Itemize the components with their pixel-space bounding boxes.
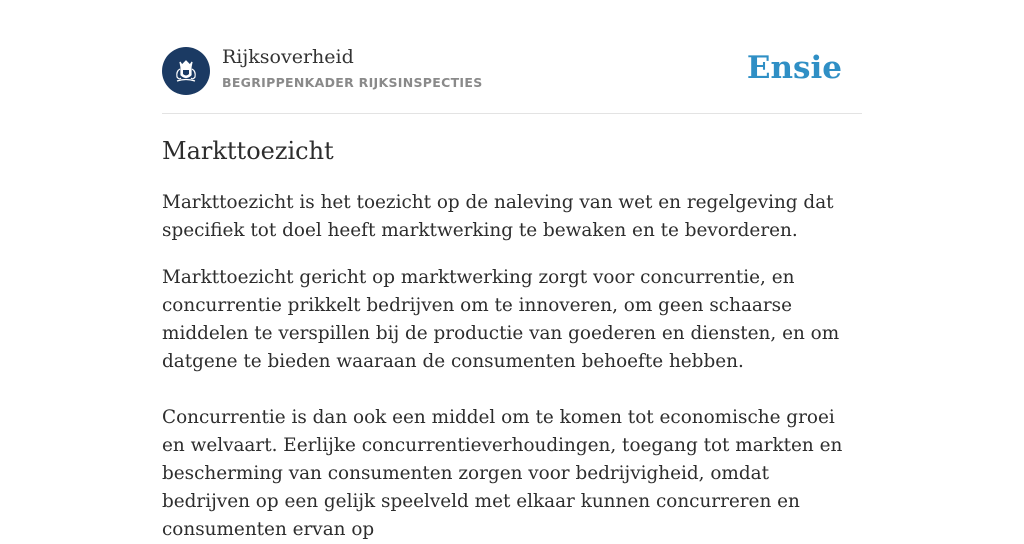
rijksoverheid-logo[interactable] xyxy=(162,47,210,95)
header-divider xyxy=(162,113,862,114)
crown-coat-of-arms-icon xyxy=(169,54,203,88)
page-title: Markttoezicht xyxy=(162,137,334,165)
brand-name: Rijksoverheid xyxy=(222,46,354,68)
article-paragraph: Markttoezicht is het toezicht op de naleving van wet en regelgeving dat specifiek tot doel heeft marktwerking te bewaken en te bevorderen. xyxy=(162,192,834,241)
header xyxy=(162,46,862,96)
ensie-logo-link[interactable]: Ensie xyxy=(746,50,842,86)
article-paragraph: Markttoezicht gericht op marktwerking zorgt voor concurrentie, en concurrentie prikkelt bedrijven om te innoveren, om geen schaarse middelen te verspillen bij de productie van goederen en diensten, en om datgene te bieden waaraan de consumenten behoefte hebben. xyxy=(162,267,840,372)
brand-subtitle: BEGRIPPENKADER RIJKSINSPECTIES xyxy=(222,75,483,90)
article-paragraph: Concurrentie is dan ook een middel om te komen tot economische groei en welvaart. Eerlijke concurrentieverhoudingen, toegang tot markten en bescherming van consumenten zorgen voor bedrijvigheid, omdat bedrijven op een gelijk speelveld met elkaar kunnen concurreren en consumenten ervan op xyxy=(162,407,843,540)
